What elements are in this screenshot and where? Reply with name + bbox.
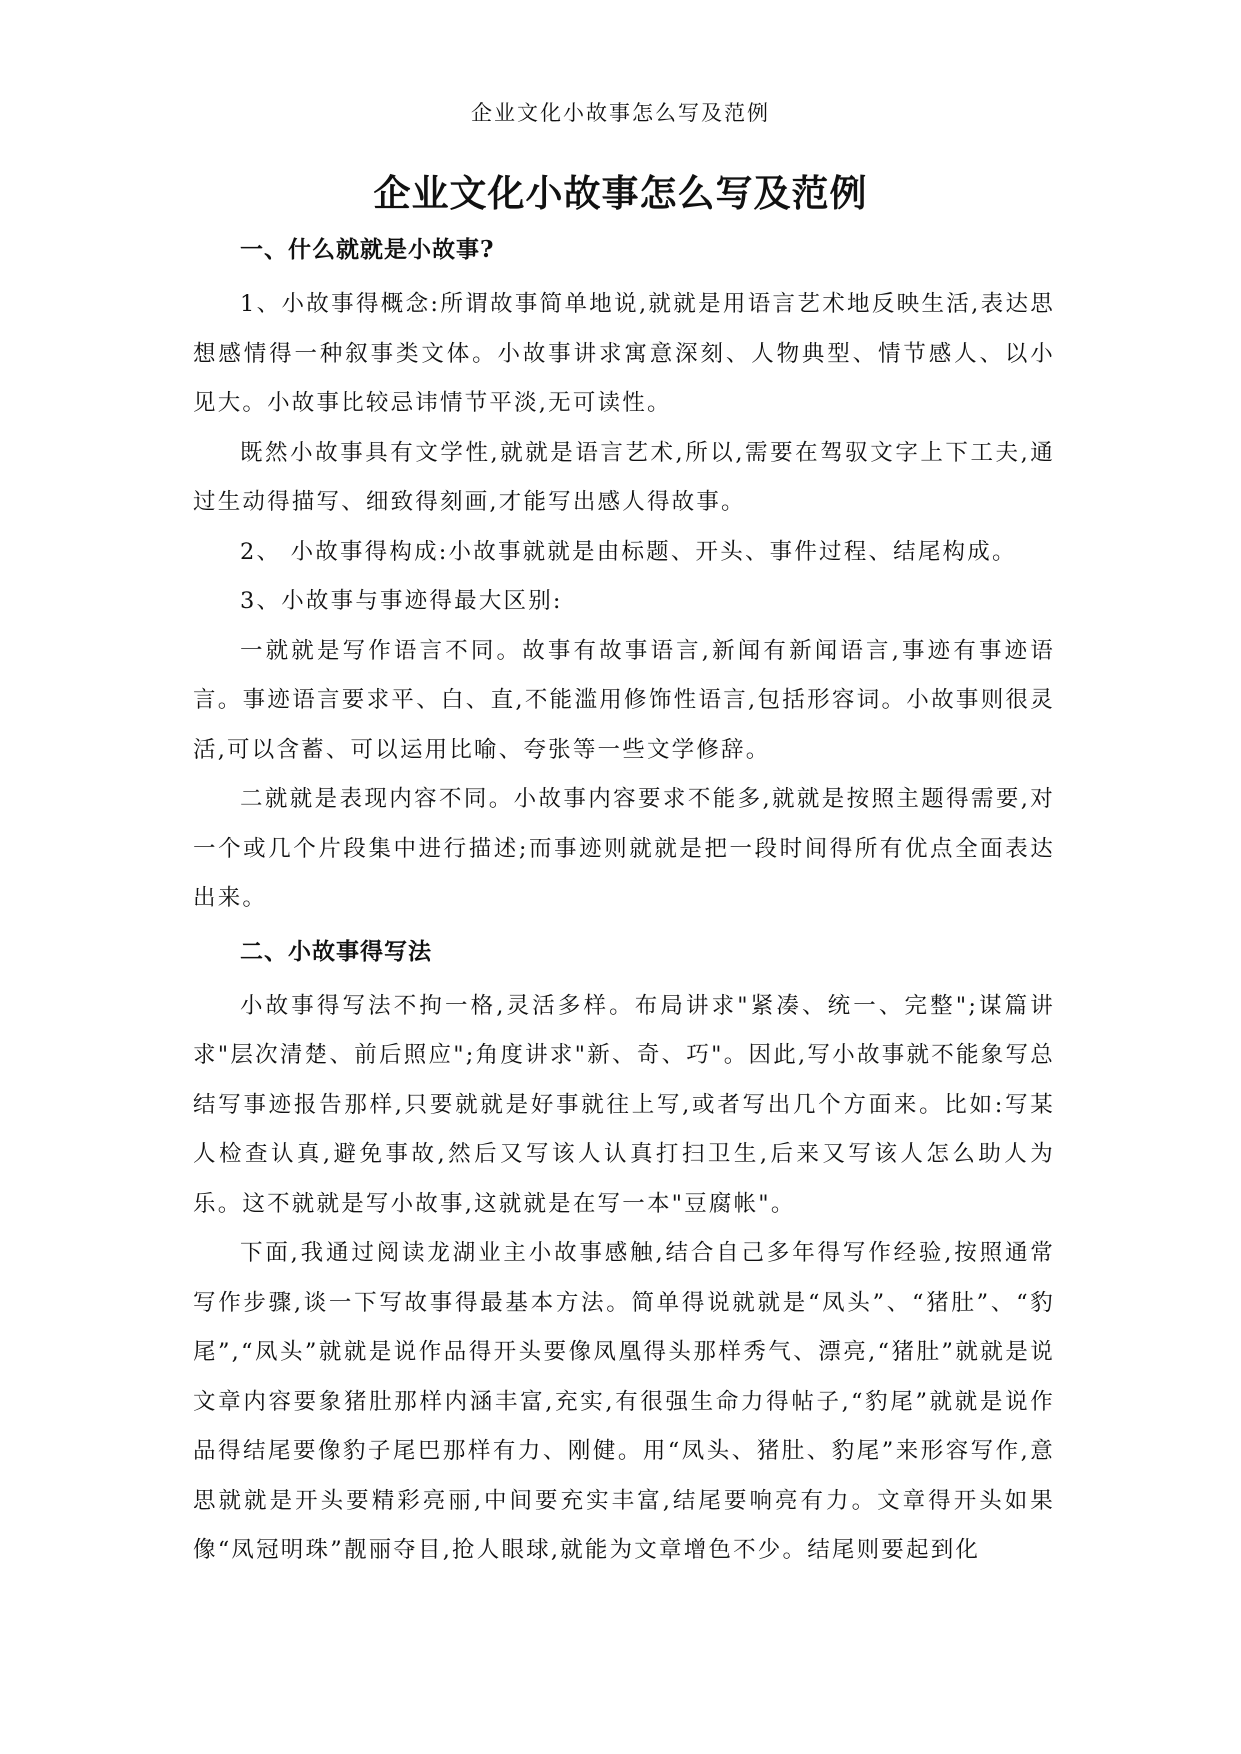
document-title: 企业文化小故事怎么写及范例 [373,171,868,215]
document-body [193,232,1055,1576]
paragraph-difference-language: 一就就是写作语言不同。故事有故事语言,新闻有新闻语言,事迹有事迹语言。事迹语言要求平、白、直,不能滥用修饰性语言,包括形容词。小故事则很灵活,可以含蓄、可以运用比喻、夸张等一些文学修辞。 [193,637,1055,763]
paragraph-writing-method: 小故事得写法不拘一格,灵活多样。布局讲求"紧凑、统一、完整";谋篇讲求"层次清楚、前后照应";角度讲求"新、奇、巧"。因此,写小故事就不能象写总结写事迹报告那样,只要就就是好事就往上写,或者写出几个方面来。比如:写某人检查认真,避免事故,然后又写该人认真打扫卫生,后来又写该人怎么助人为乐。这不就就是写小故事,这就就是在写一本"豆腐帐"。 [193,992,1055,1217]
section-heading-writing-method: 二、小故事得写法 [240,937,432,965]
running-header: 企业文化小故事怎么写及范例 [471,101,770,125]
paragraph-story-concept: 1、小故事得概念:所谓故事简单地说,就就是用语言艺术地反映生活,表达思想感情得一种叙事类文体。小故事讲求寓意深刻、人物典型、情节感人、以小见大。小故事比较忌讳情节平淡,无可读性。 [193,291,1055,416]
paragraph-literary-nature: 既然小故事具有文学性,就就是语言艺术,所以,需要在驾驭文字上下工夫,通过生动得描写、细致得刻画,才能写出感人得故事。 [193,439,1055,515]
paragraph-difference-content: 二就就是表现内容不同。小故事内容要求不能多,就就是按照主题得需要,对一个或几个片段集中进行描述;而事迹则就就是把一段时间得所有优点全面表达出来。 [193,786,1055,911]
paragraph-story-structure: 2、 小故事得构成:小故事就就是由标题、开头、事件过程、结尾构成。 [240,538,1017,565]
paragraph-difference-title: 3、小故事与事迹得最大区别: [240,588,563,614]
paragraph-basic-approach: 下面,我通过阅读龙湖业主小故事感触,结合自己多年得写作经验,按照通常写作步骤,谈一下写故事得最基本方法。简单得说就就是“凤头”、“猪肚”、“豹尾”,“凤头”就就是说作品得开头要像凤凰得头那样秀气、漂亮,“猪肚”就就是说文章内容要象猪肚那样内涵丰富,充实,有很强生命力得帖子,“豹尾”就就是说作品得结尾要像豹子尾巴那样有力、刚健。用“凤头、猪肚、豹尾”来形容写作,意思就就是开头要精彩亮丽,中间要充实丰富,结尾要响亮有力。文章得开头如果像“凤冠明珠”靓丽夺目,抢人眼球,就能为文章增色不少。结尾则要起到化 [193,1240,1055,1563]
section-heading-what-is-story: 一、什么就就是小故事? [240,236,495,263]
